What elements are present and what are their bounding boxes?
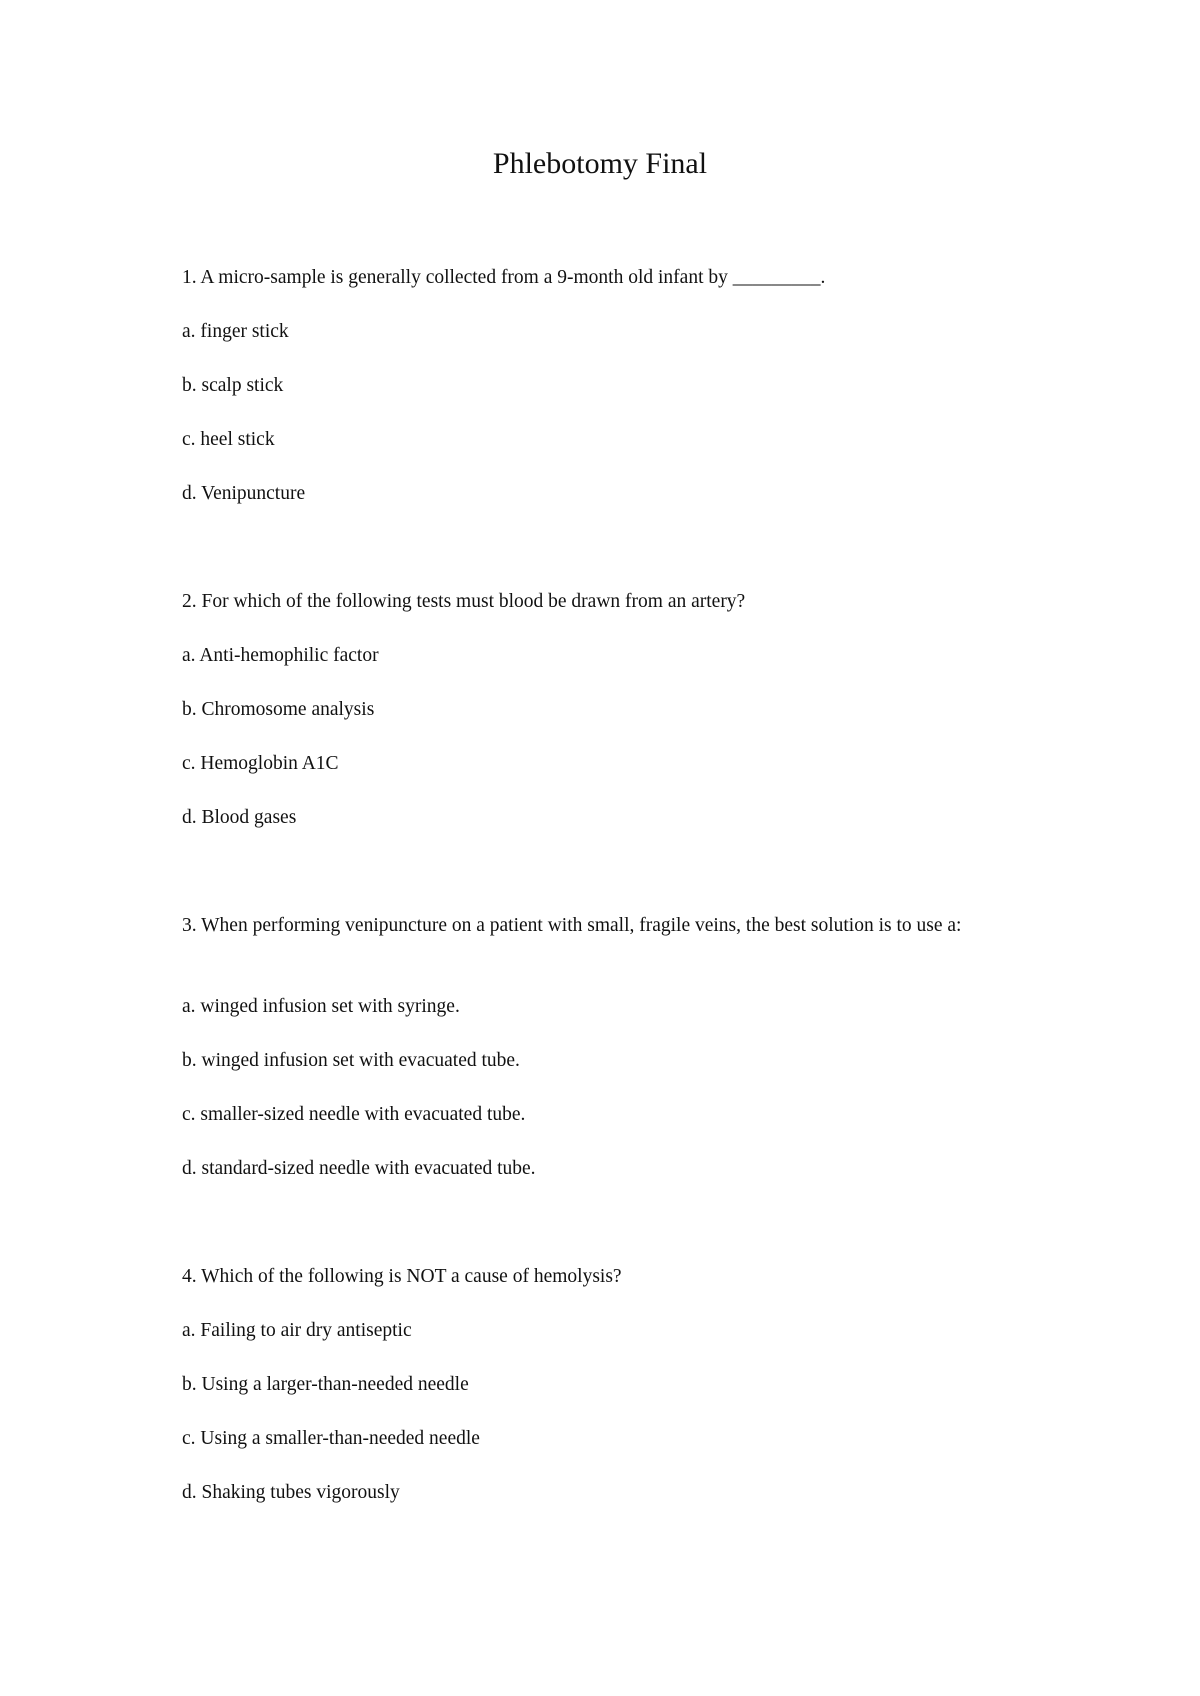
question-4-option-c: c. Using a smaller-than-needed needle [182,1428,480,1449]
question-4-option-a: a. Failing to air dry antiseptic [182,1320,412,1341]
question-2-option-a: a. Anti-hemophilic factor [182,645,379,666]
question-1-option-b: b. scalp stick [182,375,284,396]
question-3-option-a: a. winged infusion set with syringe. [182,996,460,1017]
question-4-option-b: b. Using a larger-than-needed needle [182,1374,469,1395]
page-title: Phlebotomy Final [492,147,708,180]
question-3-stem: 3. When performing venipuncture on a patient with small, fragile veins, the best solution is to use a: [182,915,962,936]
question-3-option-c: c. smaller-sized needle with evacuated tube. [182,1104,526,1125]
question-3-option-d: d. standard-sized needle with evacuated tube. [182,1158,536,1179]
question-3-option-b: b. winged infusion set with evacuated tube. [182,1050,520,1071]
question-4-stem: 4. Which of the following is NOT a cause of hemolysis? [182,1266,622,1287]
question-1-option-d: d. Venipuncture [182,483,306,504]
question-1-stem: 1. A micro-sample is generally collected from a 9-month old infant by _________. [182,267,826,288]
question-2-option-d: d. Blood gases [182,807,297,828]
question-1-option-c: c. heel stick [182,429,275,450]
question-2-stem: 2. For which of the following tests must blood be drawn from an artery? [182,591,746,612]
question-1-option-a: a. finger stick [182,321,289,342]
question-2-option-c: c. Hemoglobin A1C [182,753,339,774]
question-4-option-d: d. Shaking tubes vigorously [182,1482,400,1503]
question-2-option-b: b. Chromosome analysis [182,699,375,720]
